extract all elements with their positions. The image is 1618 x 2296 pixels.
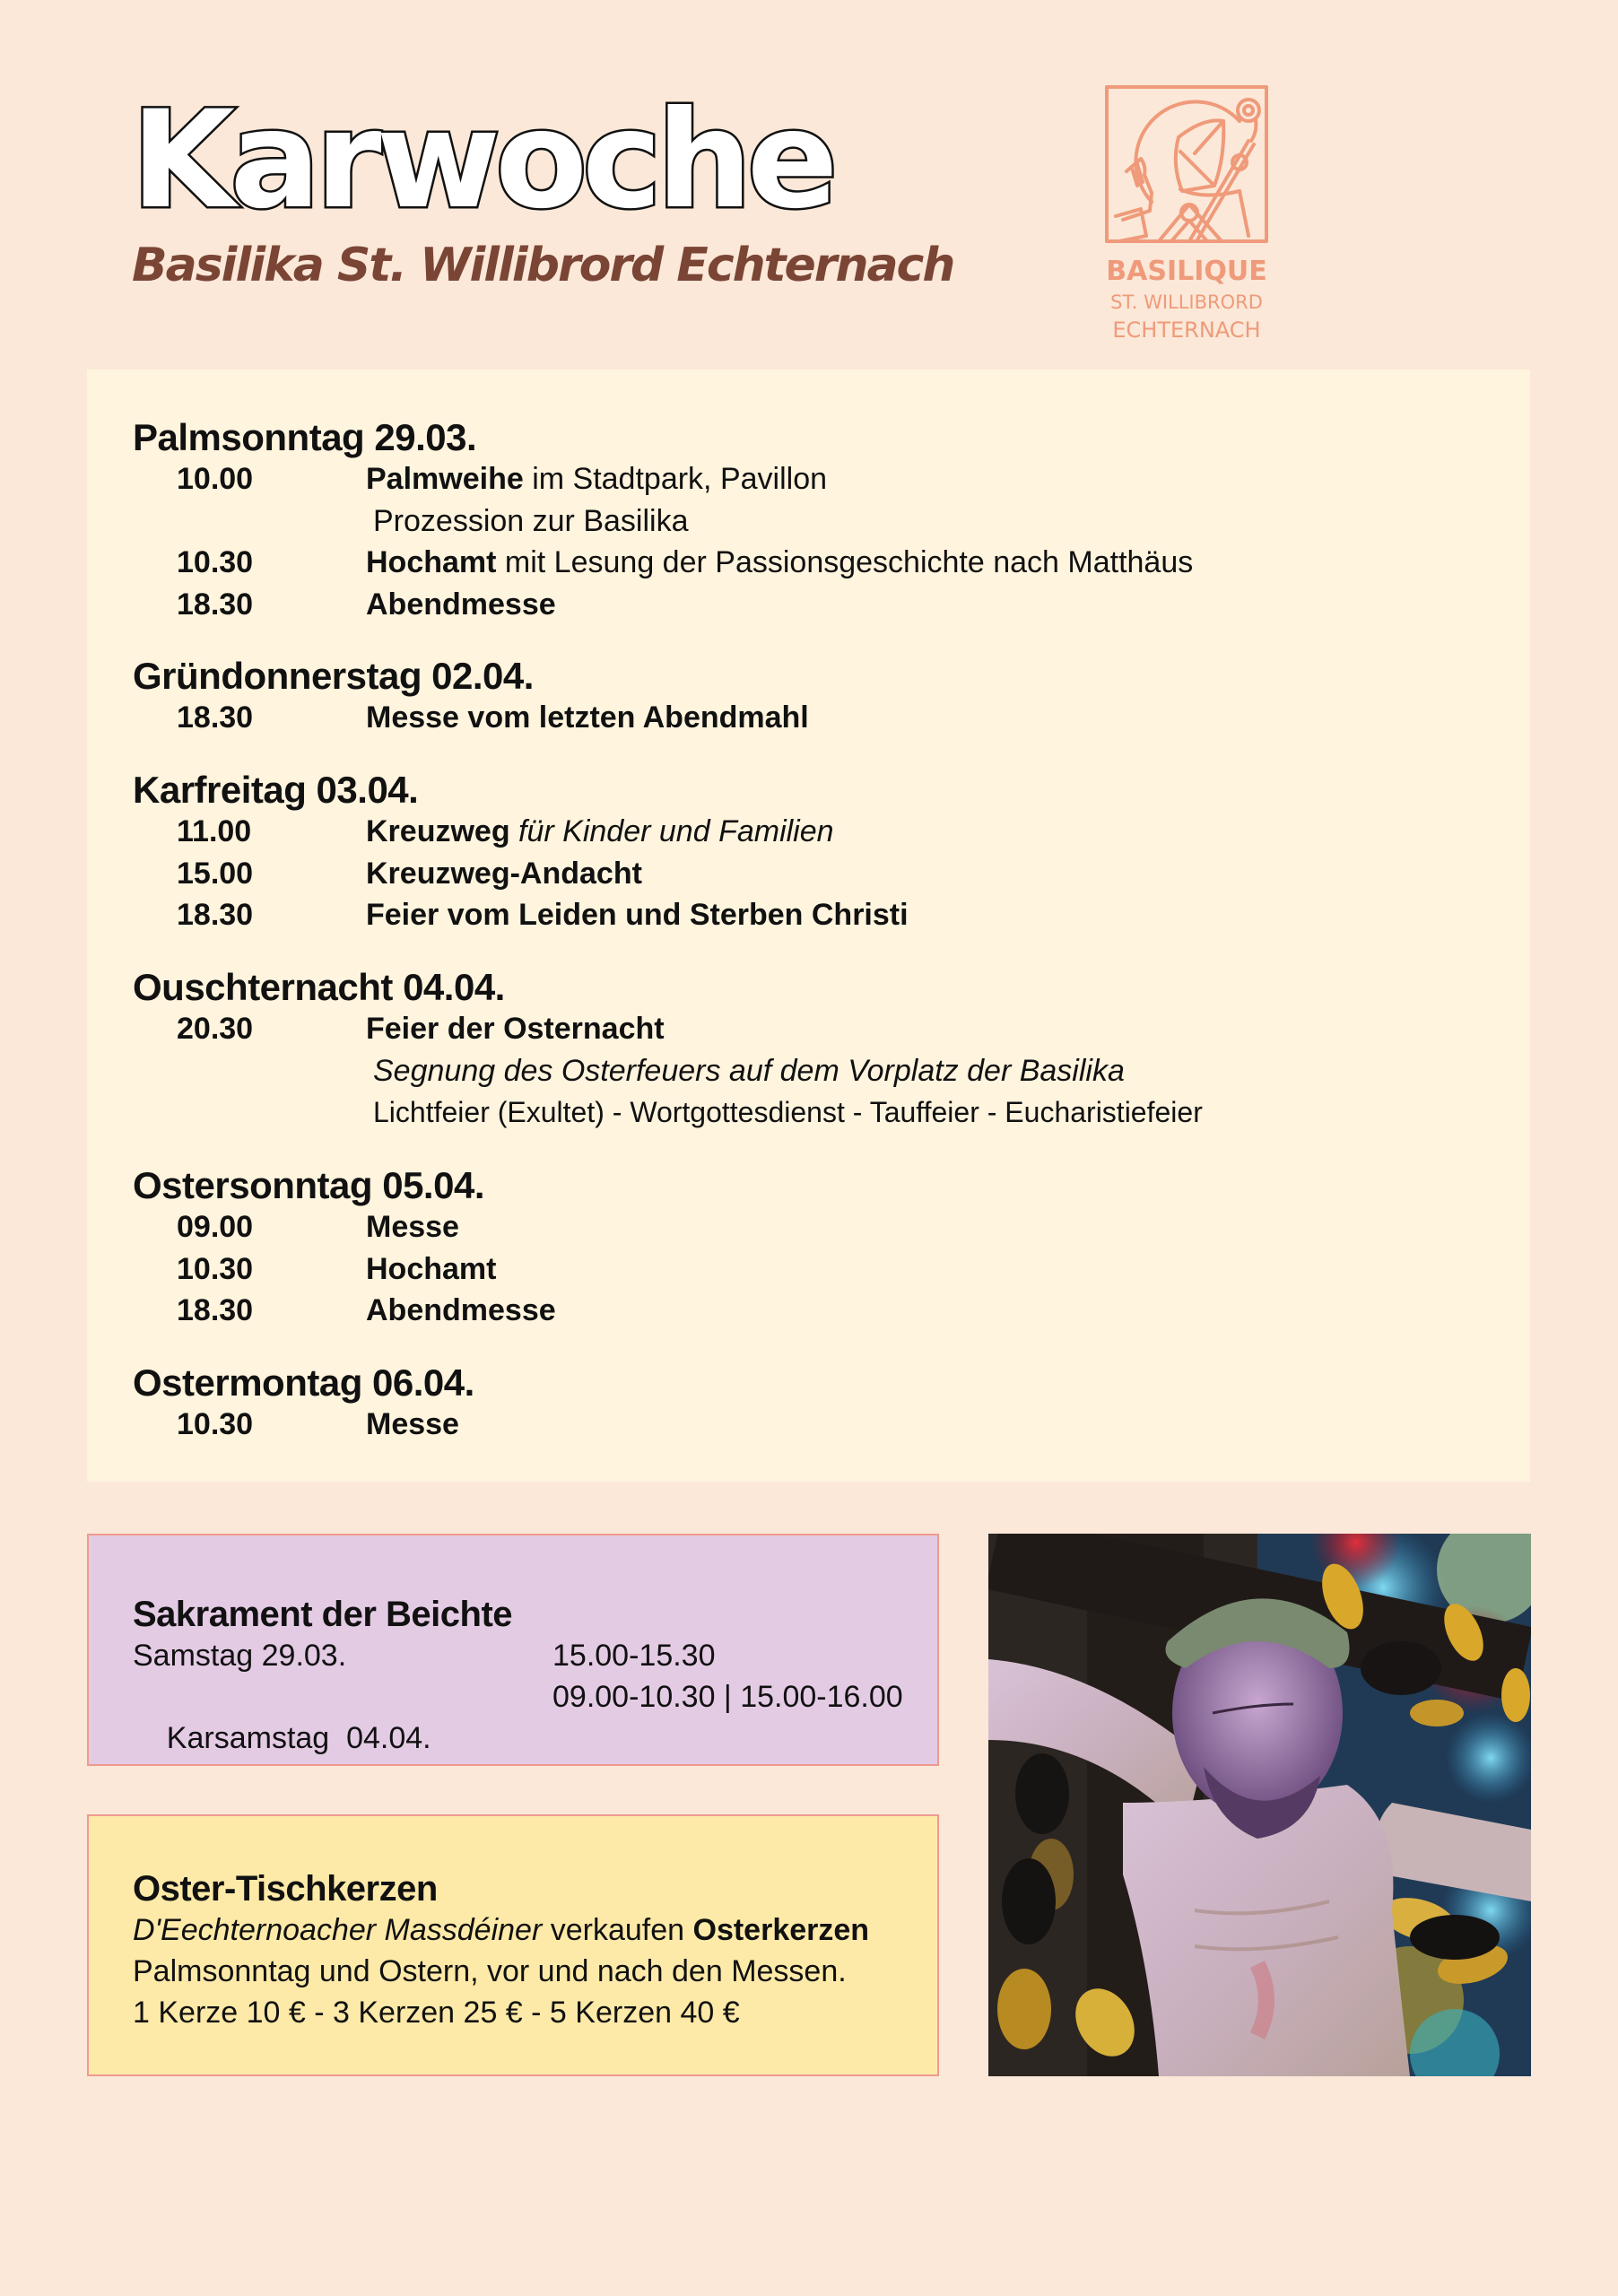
day-palmsonntag bbox=[133, 416, 1194, 625]
row-detail: für Kinder und Familien bbox=[509, 814, 834, 848]
row-title: Kreuzweg bbox=[366, 814, 510, 848]
row-description bbox=[366, 811, 834, 853]
row-detail: im Stadtpark, Pavillon bbox=[523, 462, 828, 496]
schedule-row bbox=[133, 500, 689, 543]
row-detail: Lichtfeier (Exultet) - Wortgottesdienst - Tauffeier - Eucharistiefeier bbox=[373, 1096, 1203, 1128]
day-ostersonntag bbox=[133, 1164, 556, 1332]
day-gruendonnerstag bbox=[133, 655, 809, 739]
schedule-row bbox=[133, 584, 556, 626]
basilique-logo bbox=[1105, 85, 1268, 341]
schedule-row bbox=[133, 894, 909, 936]
row-time: 10.00 bbox=[177, 462, 254, 496]
day-title: Ouschternacht 04.04. bbox=[133, 966, 505, 1008]
saint-willibrord-emblem-icon bbox=[1105, 85, 1268, 243]
row-time: 10.30 bbox=[177, 1251, 254, 1286]
schedule-row bbox=[133, 1248, 497, 1291]
row-time: 09.00 bbox=[177, 1210, 254, 1244]
schedule-row bbox=[133, 542, 1194, 584]
row-description bbox=[366, 542, 1193, 584]
day-title: Ostersonntag 05.04. bbox=[133, 1164, 484, 1206]
confession-day: Karsamstag 04.04. bbox=[166, 1721, 431, 1755]
row-time: 10.30 bbox=[177, 1407, 254, 1441]
logo-text-st-willibrord: ST. WILLIBRORD bbox=[1110, 291, 1263, 313]
row-title: Kreuzweg-Andacht bbox=[366, 856, 642, 891]
row-title: Messe bbox=[366, 1210, 459, 1244]
row-description: Prozession zur Basilika bbox=[373, 503, 689, 538]
candles-product: Osterkerzen bbox=[692, 1913, 870, 1947]
row-description bbox=[366, 458, 827, 500]
row-detail: mit Lesung der Passionsgeschichte nach Matthäus bbox=[496, 545, 1194, 579]
row-time: 18.30 bbox=[177, 700, 254, 735]
day-karfreitag bbox=[133, 769, 909, 936]
schedule-row bbox=[133, 1206, 484, 1248]
row-title: Abendmesse bbox=[366, 587, 556, 622]
confession-times: 15.00-15.30 bbox=[552, 1639, 716, 1673]
day-title: Karfreitag 03.04. bbox=[133, 769, 419, 811]
candles-verb: verkaufen bbox=[542, 1913, 693, 1947]
confession-row bbox=[133, 1635, 716, 1676]
page-subtitle: Basilika St. Willibrord Echternach bbox=[132, 239, 954, 292]
day-ostermontag bbox=[133, 1362, 474, 1446]
row-time: 18.30 bbox=[177, 898, 254, 932]
confession-times: 09.00-10.30 | 15.00-16.00 bbox=[552, 1680, 903, 1714]
row-title: Abendmesse bbox=[366, 1293, 556, 1327]
row-time: 18.30 bbox=[177, 1293, 254, 1327]
row-time: 15.00 bbox=[177, 856, 254, 891]
schedule-row bbox=[133, 458, 828, 500]
schedule-row bbox=[133, 1008, 665, 1050]
confession-day: Samstag 29.03. bbox=[133, 1639, 347, 1673]
schedule-row bbox=[133, 853, 642, 895]
candles-line-2: Palmsonntag und Ostern, vor und nach den Messen. bbox=[133, 1954, 847, 1988]
schedule-row bbox=[133, 1290, 556, 1332]
schedule-panel bbox=[87, 370, 1530, 1482]
confession-title: Sakrament der Beichte bbox=[133, 1595, 513, 1634]
day-title: Palmsonntag 29.03. bbox=[133, 416, 477, 458]
day-title: Ostermontag 06.04. bbox=[133, 1361, 474, 1404]
candles-title: Oster-Tischkerzen bbox=[133, 1869, 438, 1909]
row-time: 11.00 bbox=[177, 814, 252, 848]
crucifix-image-icon bbox=[988, 1534, 1531, 2076]
row-title: Messe vom letzten Abendmahl bbox=[366, 700, 809, 735]
row-title: Hochamt bbox=[366, 1251, 497, 1286]
candles-line-1 bbox=[133, 1909, 869, 1951]
candles-sellers: D'Eechternoacher Massdéiner bbox=[133, 1913, 543, 1947]
day-ouschternacht bbox=[133, 966, 1203, 1134]
schedule-row bbox=[133, 1091, 1203, 1134]
row-time: 20.30 bbox=[177, 1012, 254, 1046]
confession-box bbox=[87, 1534, 939, 1766]
row-title: Feier vom Leiden und Sterben Christi bbox=[366, 898, 909, 932]
crucifix-photo bbox=[988, 1534, 1531, 2076]
row-title: Hochamt bbox=[366, 545, 497, 579]
schedule-row bbox=[133, 1404, 474, 1446]
row-title: Messe bbox=[366, 1407, 459, 1441]
logo-text-basilique: BASILIQUE bbox=[1106, 256, 1267, 287]
row-time: 10.30 bbox=[177, 545, 254, 579]
easter-candles-box bbox=[87, 1814, 939, 2076]
row-time: 18.30 bbox=[177, 587, 254, 622]
schedule-row bbox=[133, 811, 834, 853]
day-title: Gründonnerstag 02.04. bbox=[133, 655, 534, 697]
row-title: Feier der Osternacht bbox=[366, 1012, 665, 1046]
page-title: Karwoche bbox=[131, 83, 833, 239]
logo-text-echternach: ECHTERNACH bbox=[1112, 317, 1261, 343]
schedule-row bbox=[133, 1050, 1125, 1092]
row-detail: Segnung des Osterfeuers auf dem Vorplatz der Basilika bbox=[373, 1053, 1125, 1088]
schedule-row bbox=[133, 697, 809, 739]
row-title: Palmweihe bbox=[366, 462, 524, 496]
candles-prices: 1 Kerze 10 € - 3 Kerzen 25 € - 5 Kerzen 40 € bbox=[133, 1996, 740, 2030]
